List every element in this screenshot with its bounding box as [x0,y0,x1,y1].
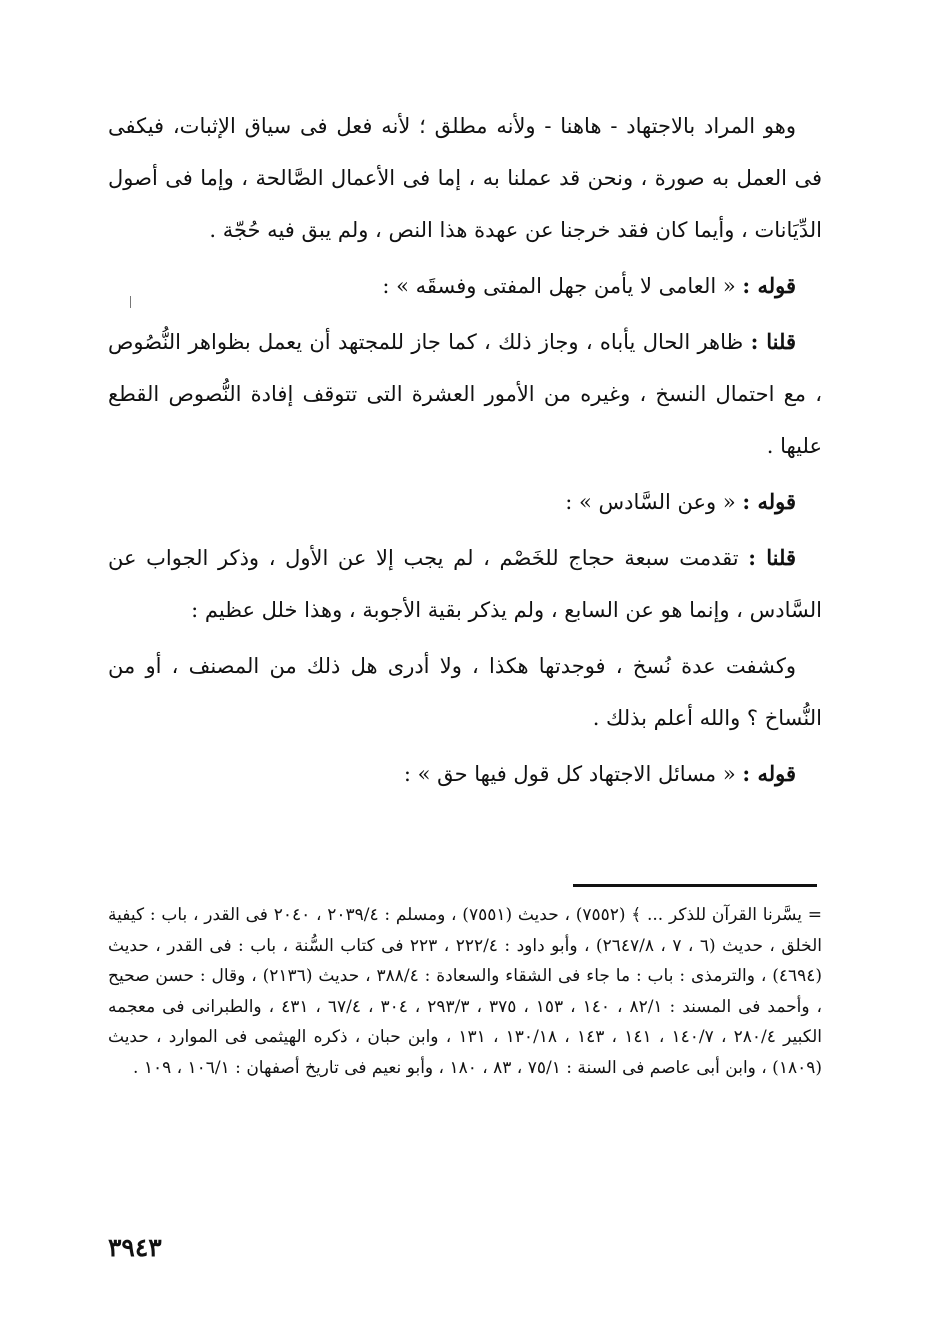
paragraph-keyword: قوله : [742,761,796,786]
main-text [108,100,822,800]
paragraph-3 [108,316,822,472]
paragraph-keyword: قلنا : [750,329,796,354]
paragraph-keyword: قوله : [742,489,796,514]
page-number: ٣٩٤٣ [108,1233,162,1262]
paragraph-text: ظاهر الحال يأباه ، وجاز ذلك ، كما جاز للمجتهد أن يعمل بظواهر النُّصُوص ، مع احتمال النسخ ، وغيره من الأمور العشرة التى تتوقف إفادة النُّصوص القطع عليها . [108,330,822,458]
paragraph-text: وهو المراد بالاجتهاد - هاهنا - ولأنه مطلق ؛ لأنه فعل فى سياق الإثبات، فيكفى فى العمل به صورة ، ونحن قد عملنا به ، إما فى الأعمال الصَّالحة ، وإما فى أصول الدِّيَانات ، وأيما كان فقد خرجنا عن عهدة هذا النص ، ولم يبق فيه حُجّة . [108,114,822,242]
paragraph-keyword: قلنا : [748,545,796,570]
footnote-separator [573,884,817,887]
paragraph-keyword: قوله : [742,273,796,298]
paragraph-text: « العامى لا يأمن جهل المفتى وفسقَه » : [382,274,736,298]
paragraph-text: تقدمت سبعة حجاج للخَصْم ، لم يجب إلا عن الأول ، وذكر الجواب عن السَّادس ، وإنما هو عن السابع ، ولم يذكر بقية الأجوبة ، وهذا خلل عظيم : [108,546,822,622]
paragraph-6 [108,640,822,744]
paragraph-7 [108,748,822,800]
paragraph-text: « وعن السَّادس » : [565,490,736,514]
paragraph-text: « مسائل الاجتهاد كل قول فيها حق » : [403,762,736,786]
footnote [108,900,822,1083]
paragraph-5 [108,532,822,636]
paragraph-2 [108,260,822,312]
paragraph-4 [108,476,822,528]
paragraph-text: وكشفت عدة نُسخ ، فوجدتها هكذا ، ولا أدرى هل ذلك من المصنف ، أو من النُّساخ ؟ والله أعلم بذلك . [108,654,822,730]
paragraph-1 [108,100,822,256]
footnote-text: = يسَّرنا القرآن للذكر ... ﴾ (٧٥٥٢) ، حديث (٧٥٥١) ، ومسلم : ٢٠٣٩/٤ ، ٢٠٤٠ فى القدر ، باب : كيفية الخلق ، حديث (٦ ، ٧ ، ٢٦٤٧/٨) ، وأبو داود : ٢٢٢/٤ ، ٢٢٣ فى كتاب السُّنة ، باب : فى القدر ، حديث (٤٦٩٤) ، والترمذى : باب : ما جاء فى الشقاء والسعادة : ٣٨٨/٤ ، حديث (٢١٣٦) ، وقال : حسن صحيح ، وأحمد فى المسند : ٨٢/١ ، ١٤٠ ، ١٥٣ ، ٣٧٥ ، ٢٩٣/٣ ، ٣٠٤ ، ٦٧/٤ ، ٤٣١ ، والطبرانى فى معجمه الكبير ٢٨٠/٤ ، ١٤٠/٧ ، ١٤١ ، ١٤٣ ، ١٣٠/١٨ ، ١٣١ ، وابن حبان ، ذكره الهيثمى فى الموارد ، حديث (١٨٠٩) ، وابن أبى عاصم فى السنة : ٧٥/١ ، ٨٣ ، ١٨٠ ، وأبو نعيم فى تاريخ أصفهان : ١٠٦/١ ، ١٠٩ . [108,905,823,1078]
